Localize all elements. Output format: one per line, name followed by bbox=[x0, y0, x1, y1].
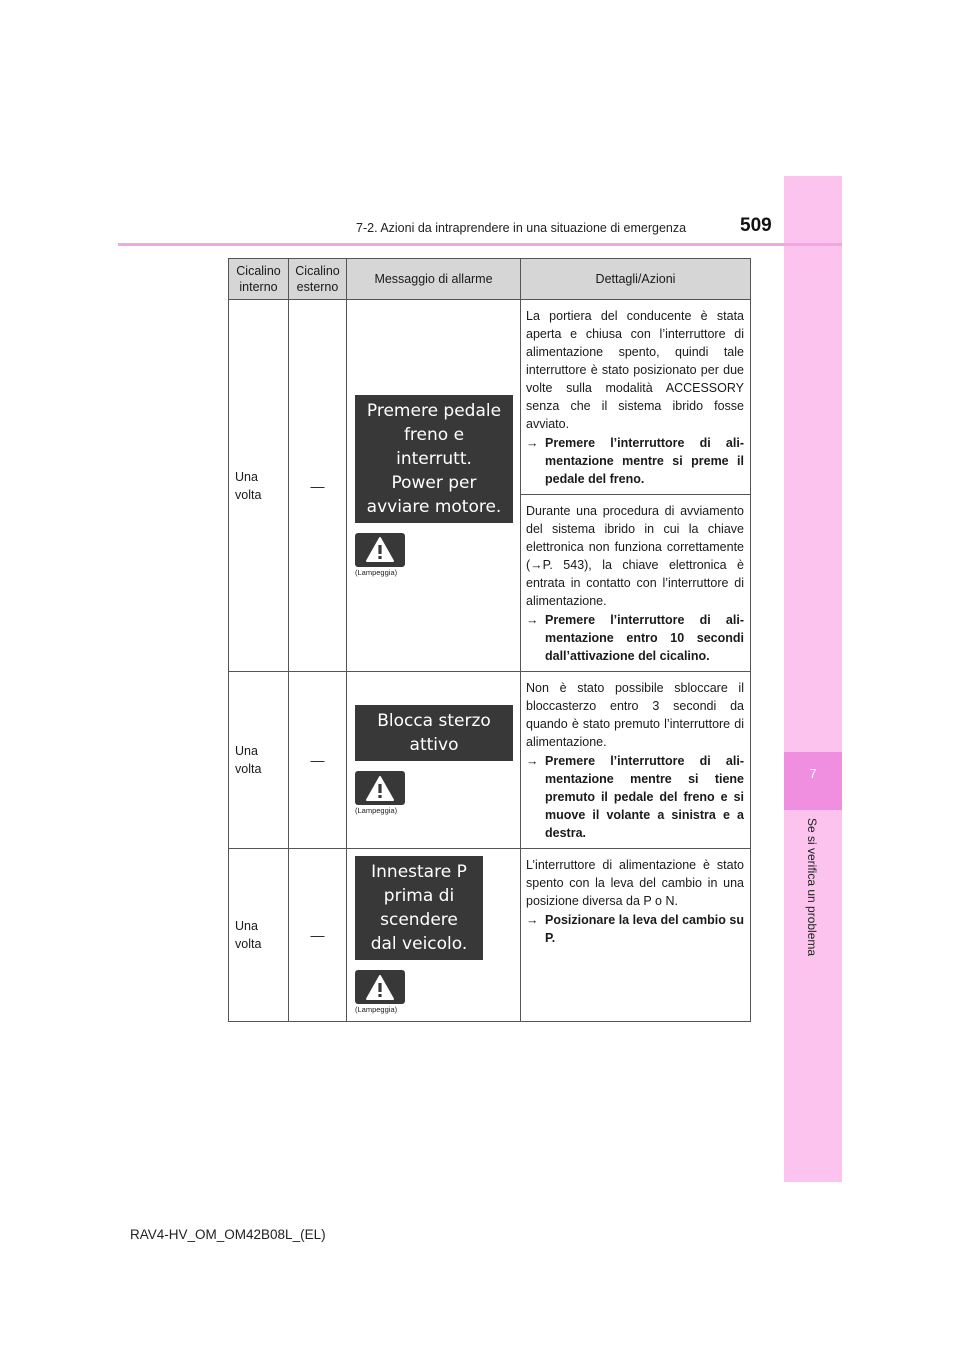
arrow-icon: → bbox=[526, 613, 539, 627]
header-external-buzzer: Cicalino esterno bbox=[289, 259, 347, 300]
header-internal-buzzer: Cicalino interno bbox=[229, 259, 289, 300]
external-buzzer-cell: — bbox=[289, 849, 347, 1022]
warning-message-cell bbox=[347, 849, 521, 1022]
action-text: Premere l’interruttore di alimentazione mentre si preme il pedale del freno. bbox=[545, 436, 744, 486]
details-cell bbox=[521, 300, 751, 495]
condition-text: Non è stato possibile sbloccare il bloccasterzo entro 3 secondi da quando è stato premuto l’interruttore di alimentazione. bbox=[526, 681, 744, 749]
table-row bbox=[229, 300, 751, 495]
action-item bbox=[526, 611, 744, 665]
internal-buzzer-cell: Una volta bbox=[229, 672, 289, 849]
warning-message-cell bbox=[347, 672, 521, 849]
warning-message-cell bbox=[347, 300, 521, 672]
header-details-actions: Dettagli/Azioni bbox=[521, 259, 751, 300]
condition-text: Durante una procedura di avviamento del sistema ibrido in cui la chiave elettronica non funziona correttamente (→P. 543), la chiave elettronica è entrata in contatto con l’interruttore di alimentazione. bbox=[526, 504, 744, 608]
external-buzzer-cell: — bbox=[289, 300, 347, 672]
action-item bbox=[526, 752, 744, 842]
action-text: Premere l’interruttore di alimentazione entro 10 secondi dall’attivazione del cicalino. bbox=[545, 613, 744, 663]
flashing-label: (Lampeggia) bbox=[355, 567, 398, 577]
arrow-icon: → bbox=[526, 754, 539, 768]
action-text: Premere l’interruttore di alimentazione mentre si tiene premuto il pedale del freno e si muove il volante a sinistra e a destra. bbox=[545, 754, 744, 840]
display-message: Innestare P prima di scendere dal veicolo. bbox=[355, 856, 483, 960]
header-rule bbox=[118, 243, 842, 246]
display-message: Blocca sterzo attivo bbox=[355, 705, 513, 761]
chapter-side-tab bbox=[784, 176, 842, 1182]
condition-text: L’interruttore di alimentazione è stato spento con la leva del cambio in una posizione diversa da P o N. bbox=[526, 858, 744, 908]
chapter-number: 7 bbox=[809, 766, 817, 781]
details-cell bbox=[521, 849, 751, 1022]
table-row bbox=[229, 672, 751, 849]
warning-triangle-icon bbox=[355, 533, 405, 567]
action-item bbox=[526, 434, 744, 488]
external-buzzer-cell: — bbox=[289, 672, 347, 849]
page-number: 509 bbox=[740, 215, 772, 236]
arrow-icon: → bbox=[526, 913, 539, 927]
internal-buzzer-cell: Una volta bbox=[229, 849, 289, 1022]
header-warning-message: Messaggio di allarme bbox=[347, 259, 521, 300]
chapter-number-tab bbox=[784, 752, 842, 810]
table-row bbox=[229, 849, 751, 1022]
model-code: RAV4-HV_OM_OM42B08L_(EL) bbox=[130, 1227, 326, 1242]
display-message: Premere pedale freno e interrutt. Power per avviare motore. bbox=[355, 395, 513, 523]
warning-triangle-icon bbox=[355, 970, 405, 1004]
arrow-icon: → bbox=[526, 436, 539, 450]
condition-text: La portiera del conducente è stata aperta e chiusa con l’interruttore di alimentazione spento, quindi tale interruttore è stato posizionato per due volte sulla modalità ACCESSORY senza che il sistema ibrido fosse avviato. bbox=[526, 309, 744, 431]
section-title: 7-2. Azioni da intraprendere in una situazione di emergenza bbox=[356, 221, 687, 235]
details-cell bbox=[521, 672, 751, 849]
flashing-label: (Lampeggia) bbox=[355, 806, 398, 815]
details-cell bbox=[521, 495, 751, 672]
flashing-label: (Lampeggia) bbox=[355, 1005, 398, 1014]
action-text: Posizionare la leva del cambio su P. bbox=[545, 913, 744, 945]
alarm-table bbox=[228, 258, 751, 1022]
action-item bbox=[526, 911, 744, 947]
chapter-title: Se si verifica un problema bbox=[805, 818, 819, 957]
warning-triangle-icon bbox=[355, 771, 405, 805]
internal-buzzer-cell: Una volta bbox=[229, 300, 289, 672]
